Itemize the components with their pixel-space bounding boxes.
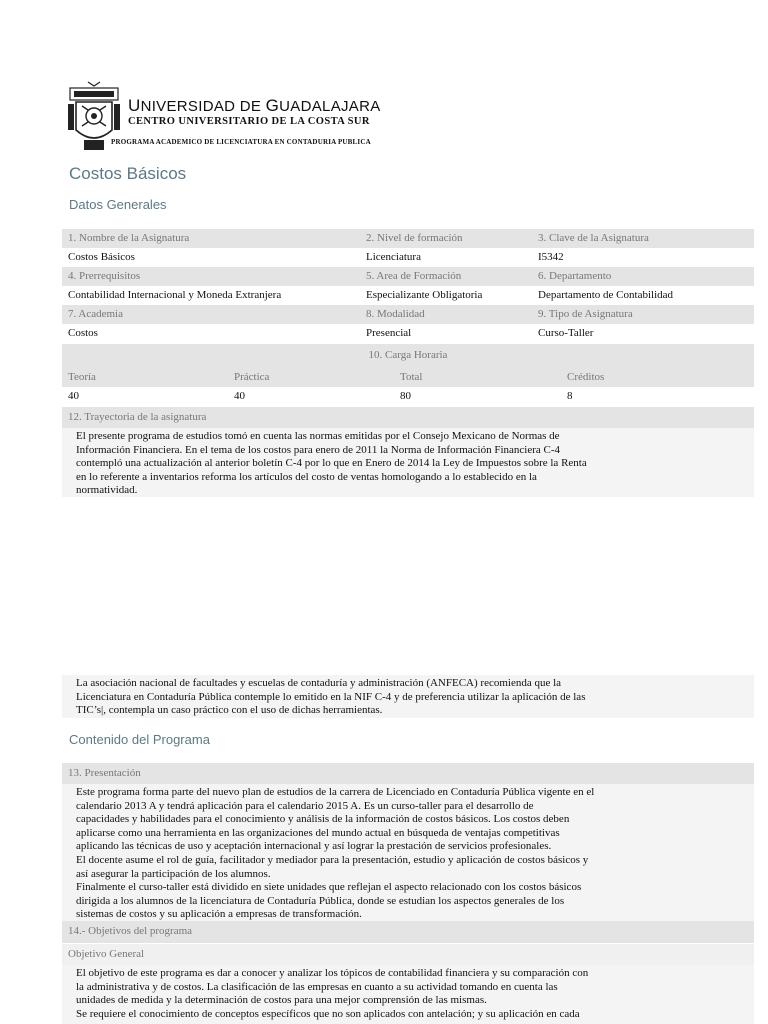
carga-header: Teoría — [68, 371, 96, 383]
trayectoria-text-block-2 — [62, 675, 754, 718]
field-value: Curso-Taller — [538, 327, 594, 339]
section-sublabel: Objetivo General — [68, 948, 145, 960]
paragraph: La asociación nacional de facultades y escuelas de contaduría y administración (ANFECA) recomienda que la Licenciatura en Contaduría Pública contemple lo emitido en la NIF C-4 y de preferencia utilizar la aplicación de las TIC’s|, contempla un caso práctico con el uso de dichas herramientas. — [76, 677, 586, 717]
objetivo-general-heading — [62, 944, 754, 965]
field-value: I5342 — [538, 251, 564, 263]
programa-name: PROGRAMA ACADEMICO DE LICENCIATURA EN CONTADURIA PUBLICA — [111, 138, 371, 146]
table-row — [62, 368, 754, 387]
field-label: 4. Prerrequisitos — [68, 270, 141, 282]
university-name: UNIVERSIDAD DE GUADALAJARA — [128, 96, 381, 115]
carga-value: 8 — [567, 390, 573, 402]
carga-value: 40 — [234, 390, 245, 402]
field-label: 6. Departamento — [538, 270, 612, 282]
paragraph: Este programa forma parte del nuevo plan de estudios de la carrera de Licenciado en Contaduría Pública vigente en el calendario 2013 A y tendrá aplicación para el calendario 2015 A. Es un curso-taller para el desarrollo de capacidades y habilidades para el conocimiento y análisis de la información de costos básicos. Los costos deben aplicarse como una herramienta en las organizaciones del mundo actual en búsqueda de ventajas competitivas aplicando las técnicas de uso y aceptación internacional y así lograr la prestación de servicios profesionales. El docente asume el rol de guía, facilitador y mediador para la presentación, estudio y aplicación de costos básicos y así asegurar la participación de los alumnos. Finalmente el curso-taller está dividido en siete unidades que reflejan el aspecto relacionado con los costos básicos dirigida a los alumnos de la licenciatura de Contaduría Pública, donde se estudian los aspectos generales de los sistemas de costos y su aplicación a empresas de transformación. — [76, 786, 595, 921]
carga-value: 80 — [400, 390, 411, 402]
carga-header: Práctica — [234, 371, 270, 383]
field-value: Licenciatura — [366, 251, 421, 263]
table-row — [62, 229, 754, 248]
university-header — [68, 80, 428, 154]
section-heading-contenido: Contenido del Programa — [69, 732, 210, 747]
table-row — [62, 387, 754, 406]
objetivos-heading — [62, 921, 754, 943]
carga-horaria-label: 10. Carga Horaria — [368, 349, 448, 361]
carga-value: 40 — [68, 390, 79, 402]
centro-name: CENTRO UNIVERSITARIO DE LA COSTA SUR — [128, 116, 370, 127]
field-label: 8. Modalidad — [366, 308, 425, 320]
presentacion-heading — [62, 763, 754, 784]
carga-header: Total — [400, 371, 423, 383]
paragraph: El presente programa de estudios tomó en cuenta las normas emitidas por el Consejo Mexicano de Normas de Información Financiera. En el tema de los costos para enero de 2011 la Norma de Información Financiera C-4 contempló una actualización al anterior boletín C-4 por lo que en Enero de 2014 la Ley de Impuestos sobre la Renta en lo referente a inventarios reforma los artículos del costo de ventas homologando a lo establecido en la normatividad. — [76, 430, 587, 497]
field-label: 5. Area de Formación — [366, 270, 462, 282]
trayectoria-text-block — [62, 428, 754, 497]
field-value: Contabilidad Internacional y Moneda Extranjera — [68, 289, 282, 301]
objetivo-text-block — [62, 965, 754, 1024]
trayectoria-heading — [62, 407, 754, 428]
table-row — [62, 286, 754, 305]
paragraph: El objetivo de este programa es dar a conocer y analizar los tópicos de contabilidad financiera y su comparación con la administrativa y de costos. La clasificación de las empresas en cuanto a su actividad tomando en cuenta las unidades de medida y la determinación de costos para una mejor comprensión de las mismas. Se requiere el conocimiento de conceptos específicos que no son aplicados con antelación; y su aplicación en cada — [76, 967, 589, 1020]
page-title: Costos Básicos — [69, 164, 187, 183]
carga-header: Créditos — [567, 371, 605, 383]
table-row — [62, 324, 754, 343]
presentacion-text-block — [62, 784, 754, 921]
carga-horaria-heading — [62, 344, 754, 368]
table-row — [62, 305, 754, 324]
section-label: 12. Trayectoria de la asignatura — [68, 411, 207, 423]
section-label: 13. Presentación — [68, 767, 141, 779]
section-heading-datos-generales: Datos Generales — [69, 197, 167, 212]
field-value: Costos Básicos — [68, 251, 135, 263]
field-label: 1. Nombre de la Asignatura — [68, 232, 190, 244]
field-label: 2. Nivel de formación — [366, 232, 463, 244]
field-value: Especializante Obligatoria — [366, 289, 483, 301]
table-row — [62, 267, 754, 286]
field-label: 3. Clave de la Asignatura — [538, 232, 649, 244]
field-value: Costos — [68, 327, 98, 339]
field-label: 7. Academia — [68, 308, 123, 320]
field-value: Presencial — [366, 327, 412, 339]
table-row — [62, 248, 754, 267]
section-label: 14.- Objetivos del programa — [68, 925, 193, 937]
field-value: Departamento de Contabilidad — [538, 289, 674, 301]
field-label: 9. Tipo de Asignatura — [538, 308, 633, 320]
